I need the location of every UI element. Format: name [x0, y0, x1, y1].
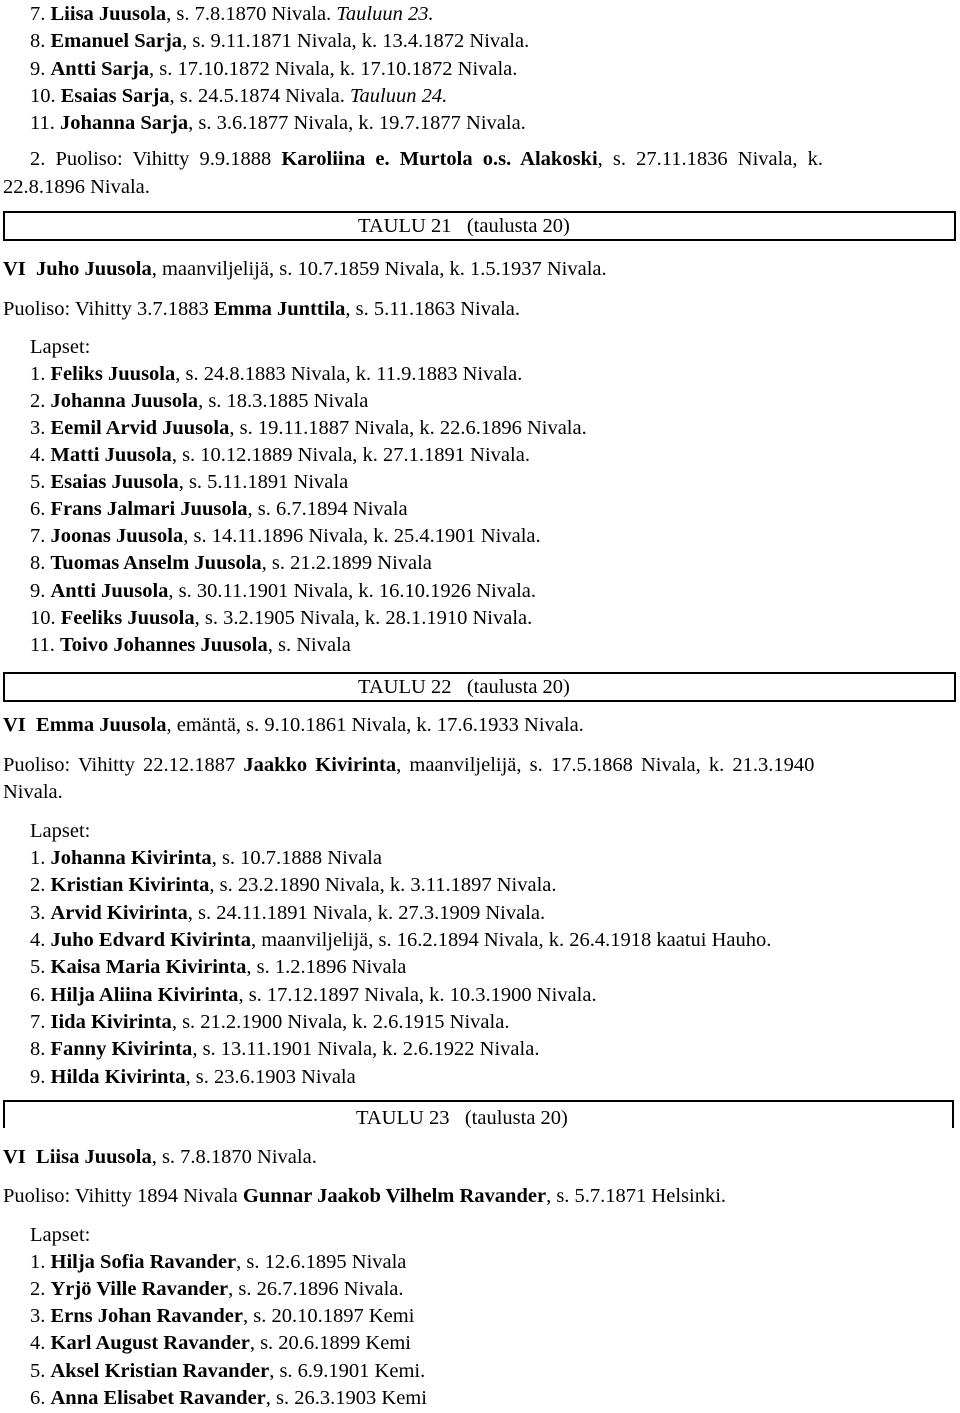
- child-name: Liisa Juusola: [50, 3, 167, 25]
- child-name: Kaisa Maria Kivirinta: [50, 956, 247, 978]
- children-label: Lapset:: [30, 820, 91, 842]
- table-heading: TAULU 21 (taulusta 20): [358, 215, 570, 237]
- child-name: Karl August Ravander: [50, 1332, 250, 1354]
- child-name: Hilja Sofia Ravander: [50, 1251, 237, 1273]
- child-name: Tuomas Anselm Juusola: [50, 552, 262, 574]
- list-item: 2. Johanna Juusola, s. 18.3.1885 Nivala: [30, 390, 369, 412]
- list-item: 8. Emanuel Sarja, s. 9.11.1871 Nivala, k. 13.4.1872 Nivala.: [30, 30, 530, 52]
- table-heading-rule: [3, 1100, 954, 1102]
- child-name: Antti Juusola: [50, 580, 169, 602]
- table-heading: TAULU 23 (taulusta 20): [356, 1107, 568, 1129]
- child-name: Fanny Kivirinta: [50, 1038, 193, 1060]
- list-item: 9. Antti Sarja, s. 17.10.1872 Nivala, k. 17.10.1872 Nivala.: [30, 58, 518, 80]
- spouse-line: Puoliso: Vihitty 1894 Nivala Gunnar Jaakob Vilhelm Ravander, s. 5.7.1871 Helsinki.: [3, 1185, 727, 1207]
- list-item: 11. Toivo Johannes Juusola, s. Nivala: [30, 634, 351, 656]
- list-item: 7. Iida Kivirinta, s. 21.2.1900 Nivala, k. 2.6.1915 Nivala.: [30, 1011, 510, 1033]
- list-item: 11. Johanna Sarja, s. 3.6.1877 Nivala, k. 19.7.1877 Nivala.: [30, 112, 526, 134]
- child-name: Frans Jalmari Juusola: [50, 498, 248, 520]
- list-item: 7. Liisa Juusola, s. 7.8.1870 Nivala. Tauluun 23.: [30, 3, 434, 25]
- list-item: 8. Fanny Kivirinta, s. 13.11.1901 Nivala, k. 2.6.1922 Nivala.: [30, 1038, 540, 1060]
- table-reference: Tauluun 24.: [350, 85, 448, 107]
- child-name: Antti Sarja: [50, 58, 150, 80]
- spouse-name: Emma Junttila: [213, 298, 346, 320]
- list-item: 7. Joonas Juusola, s. 14.11.1896 Nivala, k. 25.4.1901 Nivala.: [30, 525, 541, 547]
- spouse-name: Jaakko Kivirinta: [243, 754, 397, 776]
- list-item: 5. Aksel Kristian Ravander, s. 6.9.1901 Kemi.: [30, 1360, 426, 1382]
- child-name: Emanuel Sarja: [50, 30, 183, 52]
- child-name: Anna Elisabet Ravander: [50, 1387, 266, 1409]
- spouse-line: Puoliso: Vihitty 22.12.1887 Jaakko Kivirinta, maanviljelijä, s. 17.5.1868 Nivala, k. 21.3.1940: [3, 754, 815, 776]
- list-item: 6. Frans Jalmari Juusola, s. 6.7.1894 Nivala: [30, 498, 408, 520]
- second-spouse-line-cont: 22.8.1896 Nivala.: [3, 176, 150, 198]
- child-name: Aksel Kristian Ravander: [50, 1360, 270, 1382]
- child-name: Toivo Johannes Juusola: [60, 634, 268, 656]
- table-heading-box: [3, 211, 956, 241]
- person-name: Emma Juusola: [36, 714, 167, 736]
- list-item: 4. Karl August Ravander, s. 20.6.1899 Kemi: [30, 1332, 411, 1354]
- table-reference: Tauluun 23.: [336, 3, 434, 25]
- table-heading: TAULU 22 (taulusta 20): [358, 676, 570, 698]
- child-name: Joonas Juusola: [50, 525, 184, 547]
- person-line: VI Juho Juusola, maanviljelijä, s. 10.7.1859 Nivala, k. 1.5.1937 Nivala.: [3, 258, 607, 280]
- list-item: 3. Erns Johan Ravander, s. 20.10.1897 Kemi: [30, 1305, 415, 1327]
- list-item: 3. Arvid Kivirinta, s. 24.11.1891 Nivala, k. 27.3.1909 Nivala.: [30, 902, 546, 924]
- list-item: 10. Feeliks Juusola, s. 3.2.1905 Nivala, k. 28.1.1910 Nivala.: [30, 607, 533, 629]
- child-name: Johanna Sarja: [60, 112, 189, 134]
- list-item: 8. Tuomas Anselm Juusola, s. 21.2.1899 Nivala: [30, 552, 432, 574]
- spouse-name: Karoliina e. Murtola o.s. Alakoski: [281, 148, 598, 170]
- list-item: 2. Yrjö Ville Ravander, s. 26.7.1896 Nivala.: [30, 1278, 404, 1300]
- list-item: 1. Johanna Kivirinta, s. 10.7.1888 Nivala: [30, 847, 382, 869]
- child-name: Feeliks Juusola: [60, 607, 195, 629]
- list-item: 4. Matti Juusola, s. 10.12.1889 Nivala, k. 27.1.1891 Nivala.: [30, 444, 530, 466]
- child-name: Esaias Sarja: [60, 85, 170, 107]
- second-spouse-line: 2. Puoliso: Vihitty 9.9.1888 Karoliina e. Murtola o.s. Alakoski, s. 27.11.1836 Nivala, k.: [30, 148, 824, 170]
- children-label: Lapset:: [30, 1224, 91, 1246]
- person-name: Liisa Juusola: [36, 1146, 152, 1168]
- child-name: Erns Johan Ravander: [50, 1305, 244, 1327]
- children-label: Lapset:: [30, 336, 91, 358]
- child-name: Kristian Kivirinta: [50, 874, 210, 896]
- list-item: 5. Kaisa Maria Kivirinta, s. 1.2.1896 Nivala: [30, 956, 407, 978]
- table-heading-left-edge: [3, 1100, 5, 1128]
- person-line: VI Emma Juusola, emäntä, s. 9.10.1861 Nivala, k. 17.6.1933 Nivala.: [3, 714, 584, 736]
- child-name: Juho Edvard Kivirinta: [50, 929, 251, 951]
- child-name: Johanna Juusola: [50, 390, 199, 412]
- spouse-line-cont: Nivala.: [3, 781, 63, 803]
- list-item: 1. Feliks Juusola, s. 24.8.1883 Nivala, k. 11.9.1883 Nivala.: [30, 363, 523, 385]
- child-name: Esaias Juusola: [50, 471, 179, 493]
- table-heading-box: [3, 672, 956, 702]
- list-item: 9. Hilda Kivirinta, s. 23.6.1903 Nivala: [30, 1066, 356, 1088]
- list-item: 5. Esaias Juusola, s. 5.11.1891 Nivala: [30, 471, 349, 493]
- child-name: Iida Kivirinta: [50, 1011, 172, 1033]
- list-item: 4. Juho Edvard Kivirinta, maanviljelijä, s. 16.2.1894 Nivala, k. 26.4.1918 kaatui Hauho.: [30, 929, 772, 951]
- child-name: Arvid Kivirinta: [50, 902, 188, 924]
- list-item: 9. Antti Juusola, s. 30.11.1901 Nivala, k. 16.10.1926 Nivala.: [30, 580, 537, 602]
- child-name: Yrjö Ville Ravander: [50, 1278, 229, 1300]
- list-item: 6. Anna Elisabet Ravander, s. 26.3.1903 Kemi: [30, 1387, 427, 1409]
- child-name: Matti Juusola: [50, 444, 172, 466]
- child-name: Feliks Juusola: [50, 363, 176, 385]
- child-name: Hilja Aliina Kivirinta: [50, 984, 239, 1006]
- person-name: Juho Juusola: [36, 258, 152, 280]
- list-item: 10. Esaias Sarja, s. 24.5.1874 Nivala. Tauluun 24.: [30, 85, 448, 107]
- child-name: Hilda Kivirinta: [50, 1066, 186, 1088]
- table-heading-right-edge: [952, 1100, 954, 1128]
- list-item: 2. Kristian Kivirinta, s. 23.2.1890 Nivala, k. 3.11.1897 Nivala.: [30, 874, 557, 896]
- list-item: 3. Eemil Arvid Juusola, s. 19.11.1887 Nivala, k. 22.6.1896 Nivala.: [30, 417, 587, 439]
- list-item: 1. Hilja Sofia Ravander, s. 12.6.1895 Nivala: [30, 1251, 407, 1273]
- spouse-line: Puoliso: Vihitty 3.7.1883 Emma Junttila, s. 5.11.1863 Nivala.: [3, 298, 521, 320]
- child-name: Johanna Kivirinta: [50, 847, 212, 869]
- list-item: 6. Hilja Aliina Kivirinta, s. 17.12.1897 Nivala, k. 10.3.1900 Nivala.: [30, 984, 597, 1006]
- child-name: Eemil Arvid Juusola: [50, 417, 230, 439]
- spouse-name: Gunnar Jaakob Vilhelm Ravander: [242, 1185, 547, 1207]
- person-line: VI Liisa Juusola, s. 7.8.1870 Nivala.: [3, 1146, 317, 1168]
